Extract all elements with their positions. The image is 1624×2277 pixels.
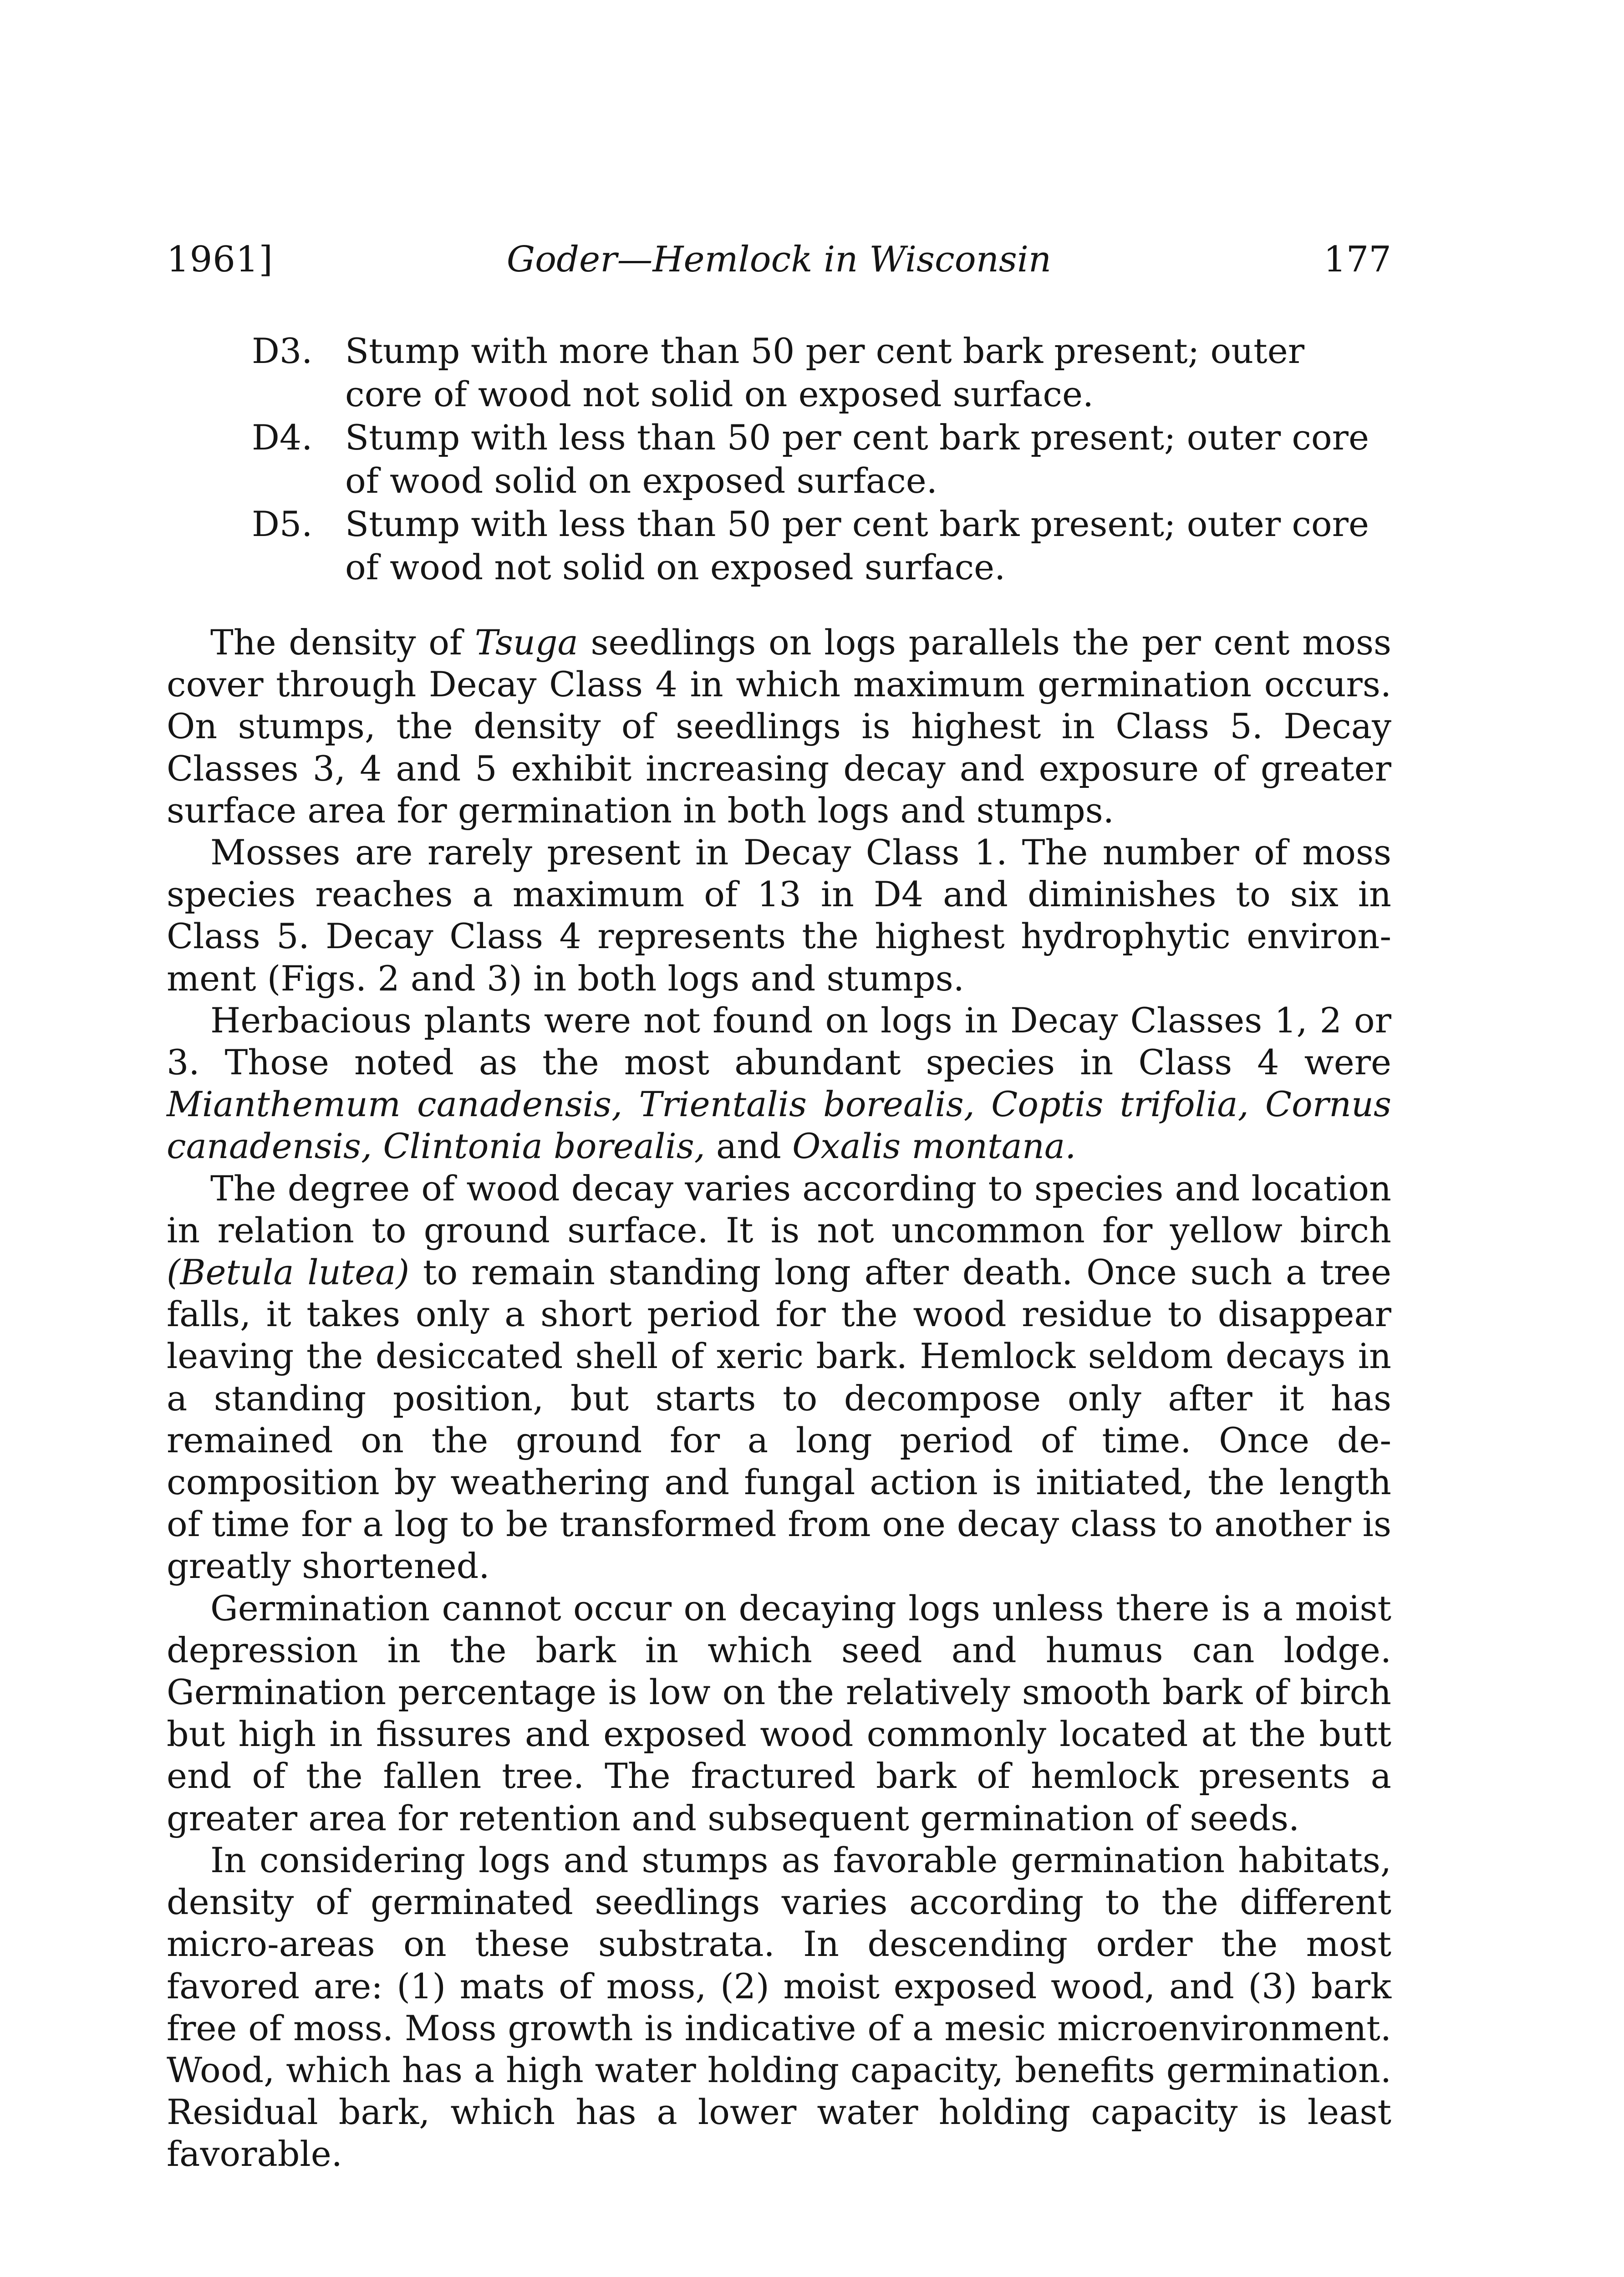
- paragraph-text: and: [705, 1126, 793, 1167]
- paragraph-text: Germination cannot occur on decaying logs unless there is a moist depression in the bark in which seed and humus can lodge. Germination percentage is low on the relatively smooth bark of birch but high in fissures and exposed wood commonly located at the butt end of the fallen tree. The fractured bark of hemlock presents a greater area for retention and subsequent germination of seeds.: [167, 1588, 1391, 1838]
- paragraph-germination-habitats: [167, 1839, 1391, 2175]
- paragraph-text: Herbacious plants were not found on logs in Decay Classes 1, 2 or 3. Those noted as the most abundant species in Class 4 were: [167, 1000, 1391, 1083]
- paragraph-tsuga-density: [167, 622, 1391, 832]
- decay-class-item: [252, 329, 1392, 416]
- paragraph-herbaceous-plants: [167, 1000, 1391, 1168]
- decay-class-description: Stump with less than 50 per cent bark present; outer core of wood not solid on exposed surface.: [345, 504, 1369, 587]
- paragraph-text: In considering logs and stumps as favorable germination habitats, density of germinated seedlings varies according to the different micro-areas on these substrata. In descending order the most favored are: (1) mats of moss, (2) moist exposed wood, and (3) bark free of moss. Moss growth is indicative of a mesic microenvironment. Wood, which has a high water holding capacity, benefits germination. Residual bark, which has a lower water holding capacity is least favorable.: [167, 1839, 1391, 2175]
- header-year: 1961]: [167, 239, 273, 280]
- paragraph-germination: [167, 1588, 1391, 1839]
- taxon-name: Tsuga: [474, 622, 578, 663]
- decay-class-code: D4.: [252, 417, 313, 458]
- paragraph-wood-decay: [167, 1168, 1391, 1588]
- running-title: Goder—Hemlock in Wisconsin: [506, 239, 1052, 280]
- paragraph-text: to remain standing long after death. Once such a tree falls, it takes only a short period for the wood residue to disappear leaving the desiccated shell of xeric bark. Hemlock seldom decays in a standing position, but starts to decompose only after it has remained on the ground for a long period of time. Once decomposition by weathering and fungal action is initiated, the length of time for a log to be transformed from one decay class to another is greatly shortened.: [167, 1252, 1391, 1587]
- body-text: [167, 622, 1391, 2175]
- decay-class-code: D3.: [252, 331, 313, 371]
- page-number: 177: [1324, 239, 1391, 280]
- paragraph-text: The density of: [210, 622, 475, 663]
- taxon-names: Mianthemum canadensis, Trientalis borealis, Coptis trifolia, Cornus canadensis, Clintonia borealis,: [167, 1084, 1391, 1167]
- decay-class-description: Stump with more than 50 per cent bark present; outer core of wood not solid on exposed surface.: [345, 331, 1305, 414]
- decay-class-code: D5.: [252, 504, 313, 544]
- taxon-name: (Betula lutea): [167, 1252, 410, 1293]
- decay-class-item: [252, 502, 1392, 589]
- paragraph-text: The degree of wood decay varies according to species and location in relation to ground surface. It is not uncommon for yellow birch: [167, 1168, 1391, 1251]
- decay-class-description: Stump with less than 50 per cent bark present; outer core of wood solid on exposed surface.: [345, 417, 1369, 501]
- running-header: [167, 239, 1391, 280]
- decay-class-list: [252, 329, 1392, 589]
- paragraph-text: seedlings on logs parallels the per cent moss cover through Decay Class 4 in which maximum germination occurs. On stumps, the density of seedlings is highest in Class 5. Decay Classes 3, 4 and 5 exhibit increasing decay and exposure of greater surface area for germination in both logs and stumps.: [167, 622, 1391, 831]
- paragraph-text: Mosses are rarely present in Decay Class 1. The number of moss species reaches a maximum of 13 in D4 and diminishes to six in Class 5. Decay Class 4 represents the highest hydrophytic environment (Figs. 2 and 3) in both logs and stumps.: [167, 832, 1391, 999]
- paragraph-mosses: [167, 832, 1391, 1000]
- taxon-name: Oxalis montana.: [792, 1126, 1076, 1167]
- decay-class-item: [252, 416, 1392, 502]
